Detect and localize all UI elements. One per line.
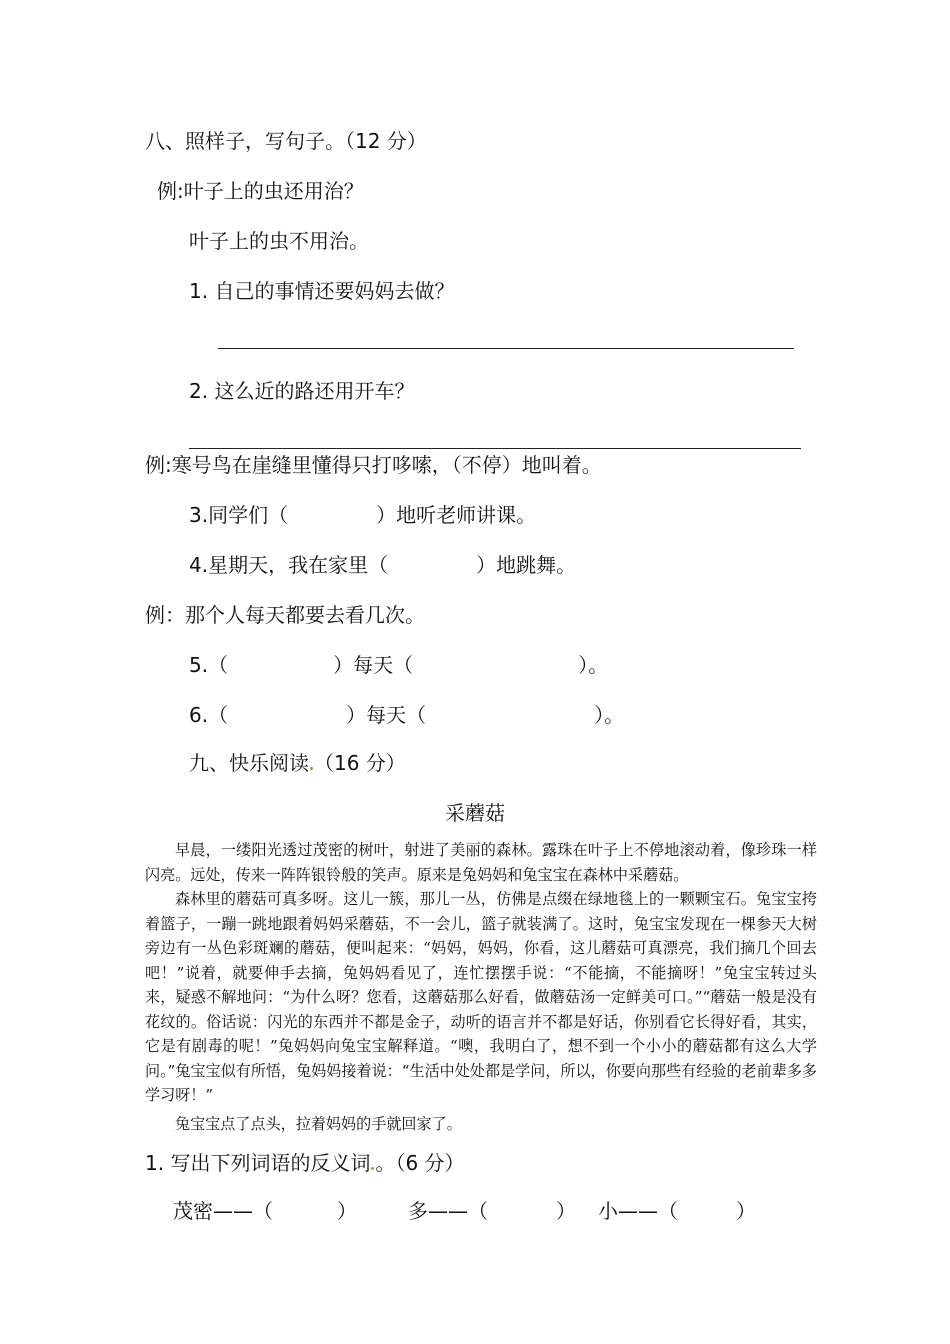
story-paragraph-1: 早晨，一缕阳光透过茂密的树叶，射进了美丽的森林。露珠在叶子上不停地滚动着，像珍珠一样闪亮。远处，传来一阵阵银铃般的笑声。原来是兔妈妈和兔宝宝在森林中采蘑菇。 (145, 841, 817, 884)
antonym-3-word: 小——（ (598, 1199, 678, 1223)
example-3: 例：那个人每天都要去看几次。 (145, 603, 425, 627)
antonym-2 (408, 1198, 576, 1224)
question-3-prefix: 3.同学们（ (189, 503, 289, 527)
question-6 (189, 702, 624, 728)
reading-question-1-text: 1. 写出下列词语的反义词 (145, 1151, 371, 1175)
antonym-3 (598, 1198, 756, 1224)
answer-line-2[interactable] (189, 448, 801, 449)
antonym-1-close: ） (337, 1199, 357, 1223)
story-paragraph-3: 兔宝宝点了点头，拉着妈妈的手就回家了。 (175, 1115, 462, 1133)
section-9-heading-text: 九、快乐阅读 (189, 751, 309, 775)
answer-line-1[interactable] (218, 348, 794, 349)
question-4-prefix: 4.星期天，我在家里（ (189, 553, 389, 577)
section-9-heading-score: （16 分） (314, 751, 406, 775)
story-title: 采蘑菇 (445, 801, 505, 825)
example-1-answer: 叶子上的虫不用治。 (189, 229, 369, 253)
question-5-close: ）。 (578, 653, 609, 677)
highlight-dot (371, 1167, 374, 1170)
question-5-open: 5.（ (189, 653, 229, 677)
antonym-1 (173, 1198, 357, 1224)
question-6-close: ）。 (594, 703, 625, 727)
section-8-heading: 八、照样子，写句子。（12 分） (145, 129, 427, 153)
question-6-open: 6.（ (189, 703, 229, 727)
question-4-suffix: ）地跳舞。 (476, 553, 577, 577)
story-paragraph-2: 森林里的蘑菇可真多呀。这儿一簇，那儿一丛，仿佛是点缀在绿地毯上的一颗颗宝石。兔宝宝挎着篮子，一蹦一跳地跟着妈妈采蘑菇，不一会儿，篮子就装满了。这时，兔宝宝发现在一棵参天大树旁边有一丛色彩斑斓的蘑菇，便叫起来：“妈妈，妈妈，你看，这儿蘑菇可真漂亮，我们摘几个回去吧！”说着，就要伸手去摘，兔妈妈看见了，连忙摆摆手说：“不能摘，不能摘呀！”兔宝宝转过头来，疑惑不解地问：“为什么呀？您看，这蘑菇那么好看，做蘑菇汤一定鲜美可口。”“蘑菇一般是没有花纹的。俗话说：闪光的东西并不都是金子，动听的语言并不都是好话，你别看它长得好看，其实，它是有剧毒的呢！”兔妈妈向兔宝宝解释道。“噢，我明白了，想不到一个小小的蘑菇都有这么大学问。”兔宝宝似有所悟，兔妈妈接着说：“生活中处处都是学问，所以，你要向那些有经验的老前辈多多学习呀！” (145, 890, 818, 1104)
reading-question-1 (145, 1150, 465, 1176)
reading-question-1-score: 。（6 分） (375, 1151, 465, 1175)
question-5 (189, 652, 608, 678)
antonym-3-close: ） (736, 1199, 756, 1223)
section-9-heading (189, 750, 406, 776)
question-2: 2. 这么近的路还用开车？ (189, 379, 415, 403)
question-3-suffix: ）地听老师讲课。 (376, 503, 537, 527)
question-5-mid: ）每天（ (333, 653, 414, 677)
antonym-2-close: ） (556, 1199, 576, 1223)
question-6-mid: ）每天（ (346, 703, 427, 727)
example-2: 例:寒号鸟在崖缝里懂得只打哆嗦，（不停）地叫着。 (145, 453, 602, 477)
question-3 (189, 502, 536, 528)
question-4 (189, 552, 576, 578)
example-1-question: 例:叶子上的虫还用治？ (157, 179, 364, 203)
question-1: 1. 自己的事情还要妈妈去做？ (189, 279, 455, 303)
antonym-1-word: 茂密——（ (173, 1199, 273, 1223)
highlight-dot (310, 767, 313, 770)
antonym-2-word: 多——（ (408, 1199, 488, 1223)
